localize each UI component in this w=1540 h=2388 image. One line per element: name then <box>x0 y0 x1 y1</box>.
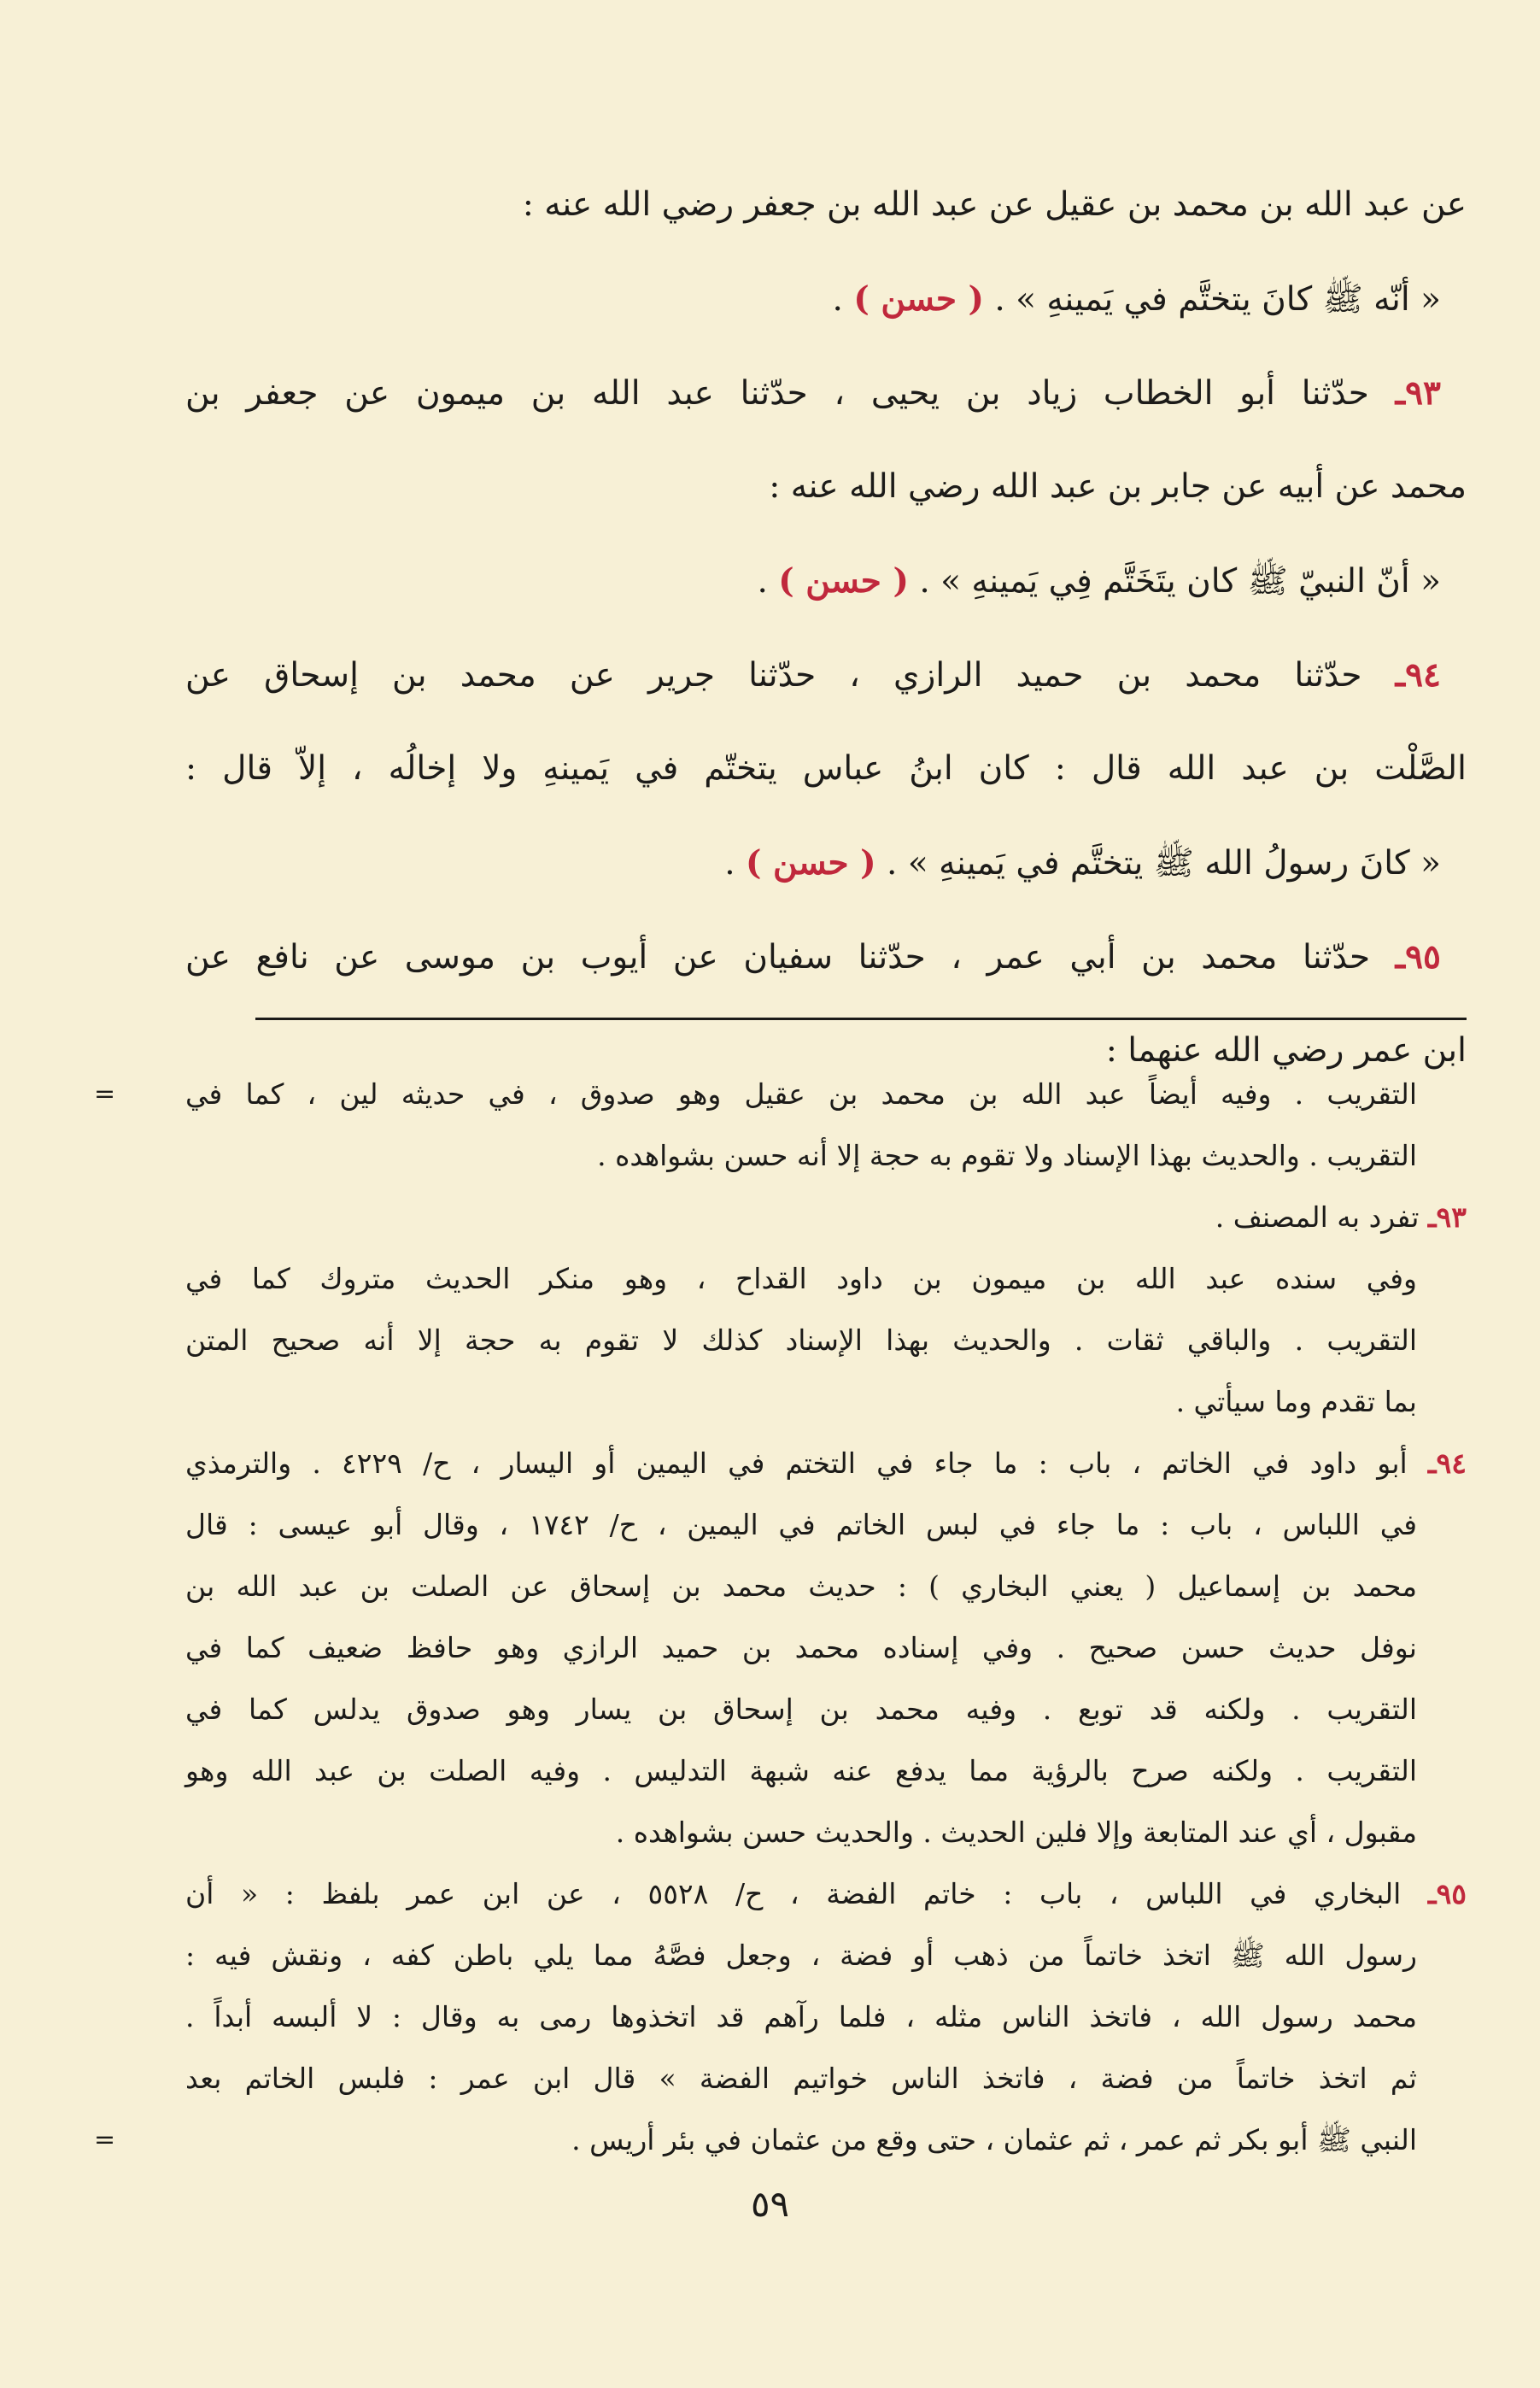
hadith-grade: ( حسن ) <box>745 843 876 883</box>
page-number: ٥٩ <box>750 2183 790 2225</box>
spacer <box>1362 656 1396 695</box>
main-line-text: « أنّ النبيّ ﷺ كان يتَخَتَّم فِي يَمينهِ » . <box>919 562 1441 601</box>
main-line-text: الصَّلْت بن عبد الله قال : كان ابنُ عباس يتختّم في يَمينهِ ولا إخالُه ، إلاّ قال : <box>185 749 1467 788</box>
footnote-line-text: محمد بن إسماعيل ( يعني البخاري ) : حديث محمد بن إسحاق عن الصلت بن عبد الله بن <box>185 1570 1417 1603</box>
spacer <box>1370 938 1396 977</box>
footnote-line <box>185 1617 1467 1679</box>
footnote-line-text: التقريب . والباقي ثقات . والحديث بهذا الإسناد كذلك لا تقوم به حجة إلا أنه صحيح المتن <box>185 1323 1417 1357</box>
main-line-text: حدّثنا أبو الخطاب زياد بن يحيى ، حدّثنا عبد الله بن ميمون عن جعفر بن <box>185 374 1369 413</box>
footnote-line <box>185 1556 1467 1617</box>
footnote-line-text: نوفل حديث حسن صحيح . وفي إسناده محمد بن حميد الرازي وهو حافظ ضعيف كما في <box>185 1631 1417 1664</box>
footnote-number: ٩٤ـ <box>1427 1446 1467 1480</box>
footnote-line-text: التقريب . وفيه أيضاً عبد الله بن محمد بن عقيل وهو صدوق ، في حديثه لين ، كما في <box>185 1077 1417 1111</box>
footnote-line-text: مقبول ، أي عند المتابعة وإلا فلين الحديث . والحديث حسن بشواهده . <box>615 1816 1417 1849</box>
footnote-line <box>185 1064 1467 1125</box>
main-line <box>185 534 1467 628</box>
footnote-line <box>185 1187 1467 1248</box>
main-line <box>185 816 1467 910</box>
main-line <box>185 346 1467 440</box>
hadith-grade: ( حسن ) <box>778 561 909 601</box>
footnote-number: ٩٣ـ <box>1427 1200 1467 1234</box>
main-line-text: حدّثنا محمد بن أبي عمر ، حدّثنا سفيان عن أيوب بن موسى عن نافع عن <box>185 938 1371 977</box>
footnote-line <box>185 2109 1467 2171</box>
main-line-text: « أنّه ﷺ كانَ يتختَّم في يَمينهِ » . <box>994 280 1441 319</box>
footnote-line <box>185 2048 1467 2109</box>
main-line-text: محمد عن أبيه عن جابر بن عبد الله رضي الله عنه : <box>769 467 1467 506</box>
main-line <box>185 252 1467 346</box>
footnote-line <box>185 1986 1467 2048</box>
main-line <box>185 440 1467 534</box>
footnote-line-text: التقريب . والحديث بهذا الإسناد ولا تقوم به حجة إلا أنه حسن بشواهده . <box>597 1139 1417 1172</box>
main-line <box>185 158 1467 252</box>
footnote-line <box>185 1248 1467 1310</box>
footnote-line-text: التقريب . ولكنه قد توبع . وفيه محمد بن إسحاق بن يسار وهو صدوق يدلس كما في <box>185 1693 1417 1726</box>
footnote-line <box>185 1802 1467 1863</box>
footnote-line-text: البخاري في اللباس ، باب : خاتم الفضة ، ح/ ٥٥٢٨ ، عن ابن عمر بلفظ : « أن <box>185 1877 1428 1910</box>
main-line <box>185 722 1467 816</box>
footnote-line-text: محمد رسول الله ، فاتخذ الناس مثله ، فلما رآهم قد اتخذوها رمى به وقال : لا ألبسه أبداً . <box>185 2000 1417 2033</box>
footnote-line <box>185 1433 1467 1494</box>
main-line <box>185 910 1467 1004</box>
footnote-number: ٩٥ـ <box>1427 1877 1467 1910</box>
main-line-text: ابن عمر رضي الله عنهما : <box>1105 1031 1467 1070</box>
trailing-punctuation: . <box>757 562 779 601</box>
footnote-line <box>185 1925 1467 1986</box>
footnote-line-text: أبو داود في الخاتم ، باب : ما جاء في التختم في اليمين أو اليسار ، ح/ ٤٢٢٩ . والترمذي <box>185 1446 1428 1480</box>
footnote-line <box>185 1863 1467 1925</box>
footnote-line <box>185 1125 1467 1187</box>
footnote-line <box>185 1740 1467 1802</box>
trailing-punctuation: . <box>724 844 746 883</box>
main-line <box>185 628 1467 722</box>
footnote-line <box>185 1371 1467 1433</box>
footnote-line-text: ثم اتخذ خاتماً من فضة ، فاتخذ الناس خواتيم الفضة » قال ابن عمر : فلبس الخاتم بعد <box>185 2062 1417 2095</box>
footnotes <box>185 1064 1467 2171</box>
hadith-number: ٩٣ـ <box>1395 373 1441 413</box>
main-line-text: عن عبد الله بن محمد بن عقيل عن عبد الله بن جعفر رضي الله عنه : <box>522 185 1467 224</box>
main-text <box>185 158 1467 1098</box>
hadith-number: ٩٤ـ <box>1395 655 1441 695</box>
continuation-mark: = <box>94 1079 116 1109</box>
hadith-number: ٩٥ـ <box>1395 937 1441 977</box>
footnote-line-text: وفي سنده عبد الله بن ميمون بن داود القداح ، وهو منكر الحديث متروك كما في <box>185 1262 1417 1295</box>
footnote-line <box>185 1494 1467 1556</box>
footnote-line-text: تفرد به المصنف . <box>1215 1200 1428 1234</box>
footnote-line <box>185 1679 1467 1740</box>
trailing-punctuation: . <box>832 280 854 319</box>
footnote-line-text: النبي ﷺ أبو بكر ثم عمر ، ثم عثمان ، حتى وقع من عثمان في بئر أريس . <box>571 2123 1417 2156</box>
footnote-line-text: بما تقدم وما سيأتي . <box>1175 1385 1417 1418</box>
footnote-line-text: رسول الله ﷺ اتخذ خاتماً من ذهب أو فضة ، وجعل فصَّهُ مما يلي باطن كفه ، ونقش فيه : <box>185 1939 1417 1972</box>
footnote-line-text: التقريب . ولكنه صرح بالرؤية مما يدفع عنه شبهة التدليس . وفيه الصلت بن عبد الله وهو <box>185 1754 1417 1787</box>
spacer <box>1369 374 1396 413</box>
footnote-separator <box>255 1018 1467 1020</box>
footnote-line <box>185 1310 1467 1371</box>
footnote-line-text: في اللباس ، باب : ما جاء في لبس الخاتم في اليمين ، ح/ ١٧٤٢ ، وقال أبو عيسى : قال <box>185 1508 1418 1541</box>
continuation-mark: = <box>94 2125 116 2155</box>
hadith-grade: ( حسن ) <box>853 279 984 319</box>
main-line-text: « كانَ رسولُ الله ﷺ يتختَّم في يَمينهِ » . <box>887 844 1441 883</box>
main-line-text: حدّثنا محمد بن حميد الرازي ، حدّثنا جرير عن محمد بن إسحاق عن <box>185 656 1362 695</box>
